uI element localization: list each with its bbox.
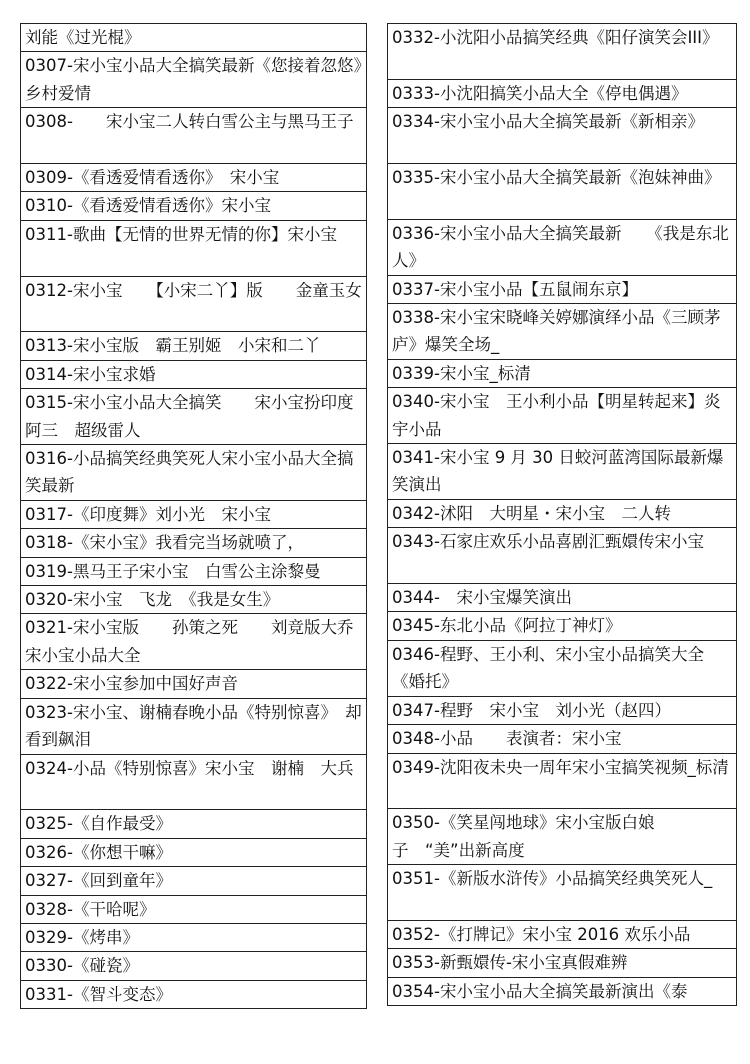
list-row [388, 949, 737, 977]
list-item: 0327-《回到童年》 [21, 867, 367, 895]
list-item: 0334-宋小宝小品大全搞笑最新《新相亲》 [388, 108, 737, 164]
list-item: 0346-程野、王小利、宋小宝小品搞笑大全《婚托》 [388, 640, 737, 696]
list-row [21, 164, 367, 192]
list-row [21, 445, 367, 501]
list-item: 0338-宋小宝宋晓峰关婷娜演绎小品《三顾茅庐》爆笑全场_ [388, 304, 737, 360]
list-item: 0350-《笑星闯地球》宋小宝版白娘子 “美”出新高度 [388, 809, 737, 865]
list-row [21, 980, 367, 1008]
list-item: 0333-小沈阳搞笑小品大全《停电偶遇》 [388, 79, 737, 107]
list-item: 0339-宋小宝_标清 [388, 359, 737, 387]
list-item: 0354-宋小宝小品大全搞笑最新演出《泰 [388, 977, 737, 1005]
list-row [21, 192, 367, 220]
list-item: 0343-石家庄欢乐小品喜剧汇甄嬛传宋小宝 [388, 528, 737, 584]
list-item: 0310-《看透爱情看透你》宋小宝 [21, 192, 367, 220]
list-item: 0314-宋小宝求婚 [21, 360, 367, 388]
list-row [21, 952, 367, 980]
list-item: 0318-《宋小宝》我看完当场就喷了， [21, 529, 367, 557]
list-item: 0353-新甄嬛传-宋小宝真假难辨 [388, 949, 737, 977]
list-item: 0349-沈阳夜未央一周年宋小宝搞笑视频_标清 [388, 753, 737, 809]
list-item: 0311-歌曲【无情的世界无情的你】宋小宝 [21, 220, 367, 276]
list-row [21, 220, 367, 276]
list-item: 0345-东北小品《阿拉丁神灯》 [388, 612, 737, 640]
list-row [21, 24, 367, 52]
list-row [21, 586, 367, 614]
list-item: 0326-《你想干嘛》 [21, 838, 367, 866]
list-item: 0325-《自作最受》 [21, 810, 367, 838]
list-row [388, 388, 737, 444]
list-item: 0308- 宋小宝二人转白雪公主与黑马王子 [21, 108, 367, 164]
list-item: 0313-宋小宝版 霸王别姬 小宋和二丫 [21, 332, 367, 360]
list-row [388, 24, 737, 80]
list-item: 0307-宋小宝小品大全搞笑最新《您接着忽悠》乡村爱情 [21, 52, 367, 108]
list-item: 0340-宋小宝 王小利小品【明星转起来】炎宇小品 [388, 388, 737, 444]
list-item: 0316-小品搞笑经典笑死人宋小宝小品大全搞笑最新 [21, 445, 367, 501]
list-row [388, 275, 737, 303]
list-item: 0341-宋小宝 9 月 30 日蛟河蓝湾国际最新爆笑演出 [388, 444, 737, 500]
list-item: 0309-《看透爱情看透你》 宋小宝 [21, 164, 367, 192]
list-row [21, 698, 367, 754]
list-item: 0347-程野 宋小宝 刘小光（赵四） [388, 696, 737, 724]
list-item: 0319-黑马王子宋小宝 白雪公主涂黎曼 [21, 557, 367, 585]
list-row [21, 500, 367, 528]
list-item: 0320-宋小宝 飞龙 《我是女生》 [21, 586, 367, 614]
list-row [21, 670, 367, 698]
list-row [388, 640, 737, 696]
list-item: 0323-宋小宝、谢楠春晚小品《特别惊喜》 却看到飙泪 [21, 698, 367, 754]
list-row [388, 865, 737, 921]
list-row [21, 557, 367, 585]
list-item: 0328-《干哈呢》 [21, 895, 367, 923]
list-row [21, 529, 367, 557]
list-row [388, 584, 737, 612]
list-row [21, 332, 367, 360]
list-row [388, 499, 737, 527]
list-row [388, 809, 737, 865]
list-item: 0312-宋小宝 【小宋二丫】版 金童玉女 [21, 276, 367, 332]
list-row [388, 753, 737, 809]
list-row [21, 360, 367, 388]
list-item: 0322-宋小宝参加中国好声音 [21, 670, 367, 698]
list-row [388, 612, 737, 640]
list-item: 0336-宋小宝小品大全搞笑最新 《我是东北人》 [388, 219, 737, 275]
list-row [388, 359, 737, 387]
list-item: 0348-小品 表演者：宋小宝 [388, 725, 737, 753]
list-row [388, 696, 737, 724]
list-row [388, 528, 737, 584]
list-row [388, 79, 737, 107]
list-row [388, 108, 737, 164]
list-row [21, 108, 367, 164]
list-item: 0332-小沈阳小品搞笑经典《阳仔演笑会III》 [388, 24, 737, 80]
list-item: 0315-宋小宝小品大全搞笑 宋小宝扮印度阿三 超级雷人 [21, 389, 367, 445]
list-row [388, 164, 737, 220]
list-item: 0335-宋小宝小品大全搞笑最新《泡妹神曲》 [388, 164, 737, 220]
list-item: 0329-《烤串》 [21, 923, 367, 951]
list-item: 刘能《过光棍》 [21, 24, 367, 52]
list-row [21, 810, 367, 838]
list-item: 0351-《新版水浒传》小品搞笑经典笑死人_ [388, 865, 737, 921]
list-row [21, 838, 367, 866]
list-row [388, 304, 737, 360]
list-row [21, 276, 367, 332]
list-row [21, 754, 367, 810]
list-item: 0317-《印度舞》刘小光 宋小宝 [21, 500, 367, 528]
list-row [388, 219, 737, 275]
list-row [21, 52, 367, 108]
list-row [388, 920, 737, 948]
list-row [21, 867, 367, 895]
list-row [388, 444, 737, 500]
list-row [21, 895, 367, 923]
list-row [21, 389, 367, 445]
list-item: 0352-《打牌记》宋小宝 2016 欢乐小品 [388, 920, 737, 948]
list-row [388, 725, 737, 753]
list-item: 0330-《碰瓷》 [21, 952, 367, 980]
list-row [21, 614, 367, 670]
list-item: 0342-沭阳 大明星・宋小宝 二人转 [388, 499, 737, 527]
list-item: 0324-小品《特别惊喜》宋小宝 谢楠 大兵 [21, 754, 367, 810]
list-row [388, 977, 737, 1005]
list-item: 0331-《智斗变态》 [21, 980, 367, 1008]
list-item: 0344- 宋小宝爆笑演出 [388, 584, 737, 612]
right-list-table [387, 23, 737, 1006]
list-row [21, 923, 367, 951]
list-item: 0321-宋小宝版 孙策之死 刘竞版大乔宋小宝小品大全 [21, 614, 367, 670]
list-item: 0337-宋小宝小品【五鼠闹东京】 [388, 275, 737, 303]
left-list-table [20, 23, 367, 1009]
